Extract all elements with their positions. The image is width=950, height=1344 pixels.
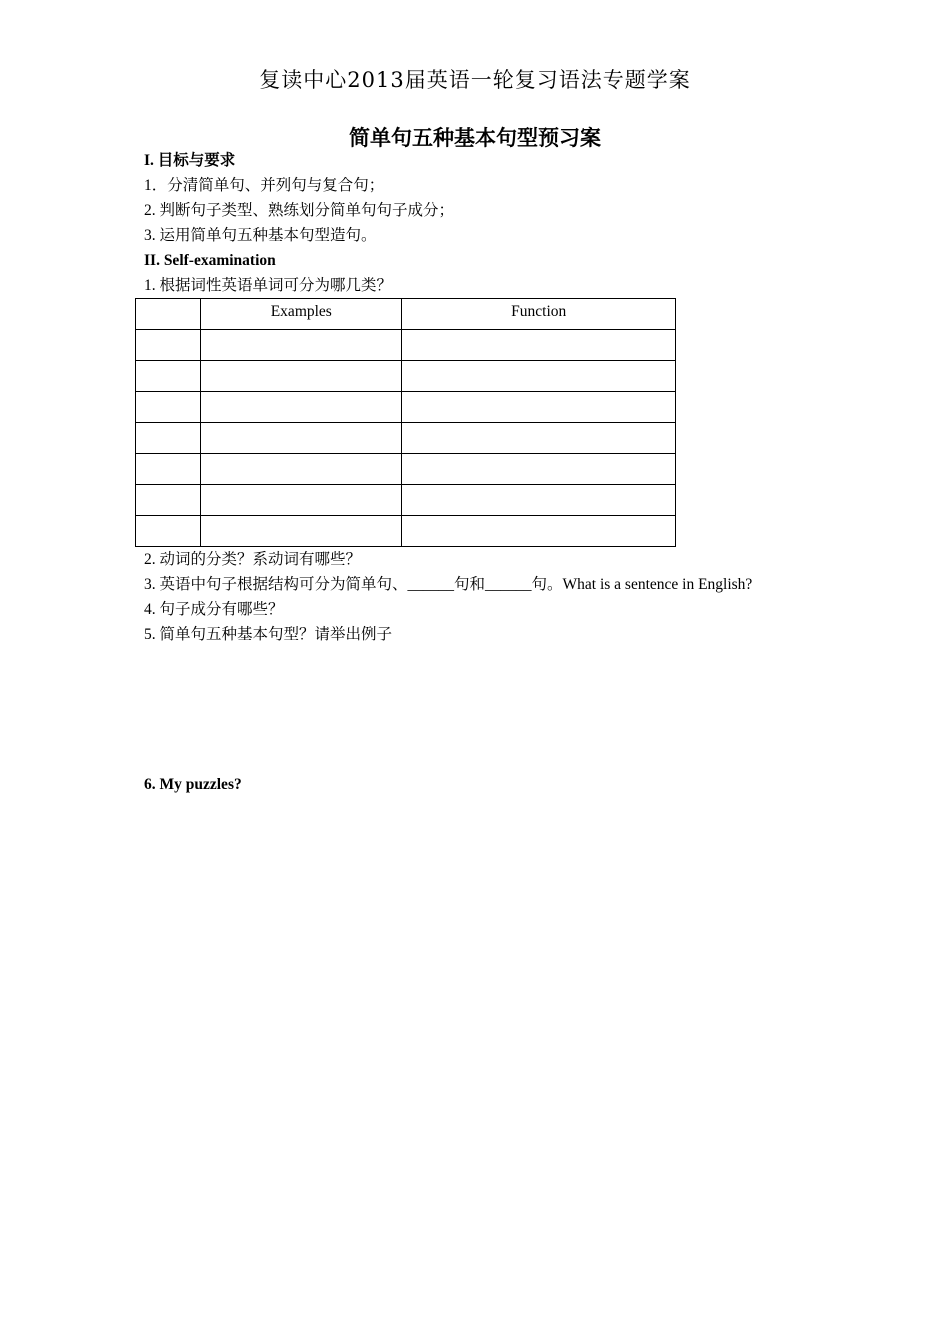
table-cell[interactable] (136, 516, 201, 547)
table-header-row (136, 299, 676, 330)
question-6: 6. My puzzles? (144, 776, 242, 793)
table-cell[interactable] (201, 454, 402, 485)
table-cell[interactable] (201, 485, 402, 516)
word-class-table (135, 298, 676, 547)
table-cell[interactable] (201, 423, 402, 454)
goal-item-1: 1．分清简单句、并列句与复合句； (144, 177, 385, 194)
table-cell[interactable] (402, 330, 676, 361)
table-cell[interactable] (201, 392, 402, 423)
table-cell[interactable] (402, 423, 676, 454)
table-cell[interactable] (402, 392, 676, 423)
goal-item-2: 2. 判断句子类型、熟练划分简单句句子成分； (144, 202, 455, 219)
table-cell[interactable] (136, 330, 201, 361)
question-5: 5. 简单句五种基本句型？请举出例子 (144, 626, 393, 643)
table-cell[interactable] (136, 454, 201, 485)
question-2: 2. 动词的分类？系动词有哪些？ (144, 551, 362, 568)
table-cell[interactable] (201, 516, 402, 547)
goal-item-3: 3. 运用简单句五种基本句型造句。 (144, 227, 377, 244)
document-header: 复读中心2013届英语一轮复习语法专题学案 (259, 68, 691, 92)
table-cell[interactable] (402, 454, 676, 485)
table-row (136, 392, 676, 423)
table-cell[interactable] (136, 361, 201, 392)
table-row (136, 454, 676, 485)
question-3: 3. 英语中句子根据结构可分为简单句、______句和______句。What is a sentence in English? (144, 576, 753, 593)
table-row (136, 423, 676, 454)
table-header-function: Function (402, 299, 676, 330)
table-cell[interactable] (402, 361, 676, 392)
table-cell[interactable] (136, 392, 201, 423)
table-cell[interactable] (402, 485, 676, 516)
table-cell[interactable] (201, 330, 402, 361)
section-heading-self-examination: II. Self-examination (144, 252, 276, 269)
table-cell[interactable] (201, 361, 402, 392)
document-title: 简单句五种基本句型预习案 (349, 126, 601, 150)
table-header-cell (136, 299, 201, 330)
table-cell[interactable] (402, 516, 676, 547)
table-cell[interactable] (136, 423, 201, 454)
table-cell[interactable] (136, 485, 201, 516)
table-row (136, 330, 676, 361)
section-heading-goals: I. 目标与要求 (144, 152, 236, 169)
question-1: 1. 根据词性英语单词可分为哪几类？ (144, 277, 393, 294)
table-row (136, 485, 676, 516)
table-row (136, 516, 676, 547)
table-row (136, 361, 676, 392)
question-4: 4. 句子成分有哪些？ (144, 601, 284, 618)
table-header-examples: Examples (201, 299, 402, 330)
